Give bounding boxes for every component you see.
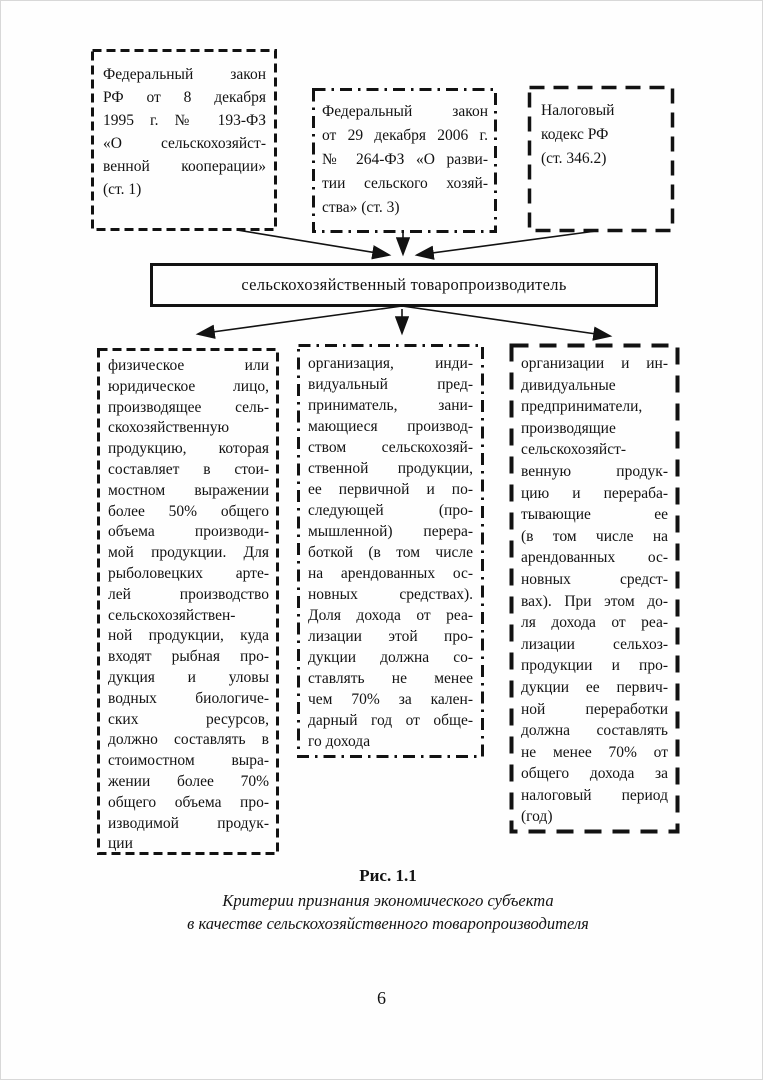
top-box-law-193-text [103, 63, 266, 201]
page-number: 6 [377, 988, 386, 1008]
text-line: более 50% общего [108, 502, 269, 520]
arrow-law-193-to-center [237, 230, 389, 255]
arrow-center-to-right-box [402, 306, 610, 336]
text-line: ции [108, 835, 133, 853]
text-line: дивидуальные [521, 376, 616, 394]
text-line: продукции и про- [521, 657, 668, 675]
text-line: мышленной) перера- [308, 523, 473, 540]
text-line: жении более 70% [108, 772, 269, 790]
text-line: кодекс РФ [541, 126, 609, 143]
text-line: входят рыбная про- [108, 648, 269, 666]
text-line: общего дохода за [521, 765, 668, 783]
text-line: видуальный пред- [308, 376, 473, 393]
text-line: новных средст- [521, 570, 668, 588]
text-line: стоимостном выра- [108, 752, 269, 770]
text-line: сельскохозяйст- [521, 441, 627, 459]
text-line: следующей (про- [308, 502, 473, 519]
text-line: от 29 декабря 2006 г. [322, 127, 488, 144]
text-line: должна составлять [521, 722, 668, 740]
text-line: дукция и уловы [108, 668, 269, 686]
text-line: боткой (в том числе [308, 544, 473, 561]
text-line: производящие [521, 419, 616, 437]
text-line: «О сельскохозяйст- [103, 135, 266, 152]
text-line: ством сельскохозяй- [308, 439, 473, 456]
text-line: организации и ин- [521, 355, 668, 372]
text-line: го дохода [308, 733, 371, 750]
figure-caption-line1: Критерии признания экономического субъекта [222, 891, 554, 910]
bottom-box-middle-text [308, 353, 473, 752]
text-line: тии сельского хозяй- [322, 175, 488, 192]
text-line: дарный год от обще- [308, 712, 473, 729]
text-line: на арендованных ос- [308, 565, 473, 582]
text-line: предприниматели, [521, 398, 643, 416]
text-line: изводимой продук- [108, 814, 269, 832]
text-line: 1995 г. № 193-ФЗ [103, 112, 266, 129]
text-line: арендованных ос- [521, 549, 668, 567]
top-box-law-264-text [322, 100, 488, 220]
text-line: сельскохозяйствен- [108, 606, 236, 624]
arrow-tax-code-to-center [417, 231, 596, 255]
text-line: составляет в стои- [108, 460, 269, 478]
top-box-tax-code-text [541, 99, 665, 171]
text-line: Налоговый [541, 102, 615, 119]
text-line: ства» (ст. 3) [322, 199, 400, 216]
text-line: физическое или [108, 357, 269, 374]
text-line: дукции ее первич- [521, 678, 668, 696]
text-line: должно составлять в [108, 731, 269, 749]
text-line: (в том числе на [521, 527, 668, 545]
text-line: вах). При этом до- [521, 592, 668, 610]
text-line: лизации этой про- [308, 628, 473, 645]
text-line: РФ от 8 декабря [103, 89, 266, 106]
text-line: тывающие ее [521, 506, 668, 524]
text-line: чем 70% за кален- [308, 691, 473, 708]
figure-caption-number: Рис. 1.1 [359, 866, 417, 885]
text-line: ной продукции, куда [108, 627, 269, 645]
text-line: юридическое лицо, [108, 377, 269, 395]
text-line: скохозяйственную [108, 419, 230, 437]
bottom-box-right-text [521, 353, 668, 828]
text-line: цию и перераба- [521, 484, 668, 502]
text-line: ских ресурсов, [108, 710, 269, 728]
text-line: новных средствах). [308, 586, 473, 603]
text-line: Федеральный закон [322, 103, 488, 120]
text-line: производящее сель- [108, 398, 269, 416]
text-line: рыболовецких арте- [108, 564, 269, 582]
text-line: мой продукции. Для [108, 544, 269, 562]
text-line: налоговый период [521, 786, 668, 804]
text-line: мостном выражении [108, 481, 269, 499]
text-line: дукции должна со- [308, 649, 473, 666]
text-line: (ст. 346.2) [541, 150, 607, 167]
text-line: мающиеся производ- [308, 418, 473, 435]
text-line: (ст. 1) [103, 181, 142, 198]
text-line: ной переработки [521, 700, 668, 718]
text-line: продукцию, которая [108, 440, 269, 458]
text-line: Доля дохода от реа- [308, 607, 473, 624]
text-line: ственной продукции, [308, 460, 473, 477]
text-line: № 264-ФЗ «О разви- [322, 151, 488, 168]
text-line: ля дохода от реа- [521, 614, 668, 632]
bottom-box-left-text [108, 356, 269, 855]
figure-caption-title [88, 890, 688, 935]
figure-caption-line2: в качестве сельскохозяйственного товаропроизводителя [187, 913, 589, 933]
text-line: водных биологиче- [108, 689, 269, 707]
arrow-center-to-left-box [198, 306, 402, 334]
text-line: лизации сельхоз- [521, 635, 668, 653]
text-line: объема производи- [108, 523, 269, 541]
text-line: организация, инди- [308, 355, 473, 372]
text-line: ставлять не менее [308, 670, 473, 687]
text-line: венную продук- [521, 462, 668, 480]
text-line: Федеральный закон [103, 66, 266, 83]
text-line: общего объема про- [108, 793, 269, 811]
text-line: не менее 70% от [521, 743, 668, 761]
text-line: приниматель, зани- [308, 397, 473, 414]
text-line: лей производство [108, 585, 269, 603]
text-line: (год) [521, 808, 553, 826]
text-line: ее первичной и по- [308, 481, 473, 498]
text-line: венной кооперации» [103, 158, 266, 175]
center-box-label: сельскохозяйственный товаропроизводитель [241, 275, 567, 294]
